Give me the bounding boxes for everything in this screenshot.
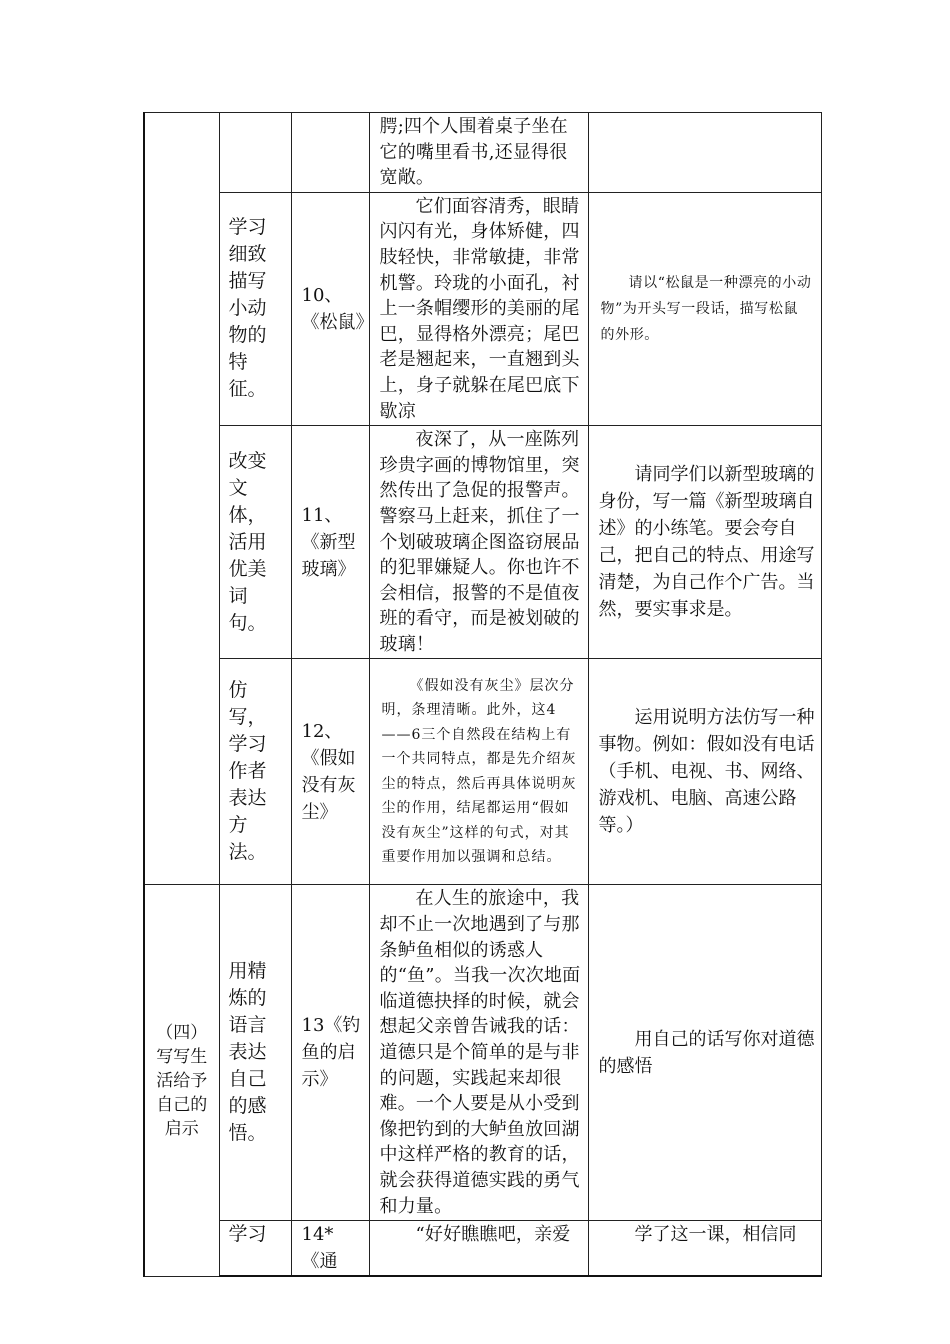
task-cell: 学了这一课，相信同: [588, 1221, 821, 1277]
task-cell: 请同学们以新型玻璃的身份，写一篇《新型玻璃自述》的小练笔。要会夸自己，把自己的特点、用途写清楚，为自己作个广告。当然，要实事求是。: [588, 426, 821, 659]
task-cell: 请以“松鼠是一种漂亮的小动物”为开头写一段话，描写松鼠的外形。: [588, 192, 821, 425]
excerpt-cell: 《假如没有灰尘》层次分明，条理清晰。此外，这4——6三个自然段在结构上有一个共同特点，都是先介绍灰尘的特点，然后再具体说明灰尘的作用，结尾都运用“假如没有灰尘”这样的句式，对其重要作用加以强调和总结。: [369, 659, 588, 885]
excerpt-cell: 在人生的旅途中，我却不止一次地遇到了与那条鲈鱼相似的诱惑人的“鱼”。当我一次次地面临道德抉择的时候，就会想起父亲曾告诫我的话：道德只是个简单的是与非的问题，实践起来却很难。一个人要是从小受到像把钓到的大鲈鱼放回湖中这样严格的教育的话，就会获得道德实践的勇气和力量。: [369, 885, 588, 1221]
lesson-cell: [291, 113, 369, 193]
lesson-cell: 14*《通: [291, 1221, 369, 1277]
lesson-cell: 12、《假如没有灰尘》: [291, 659, 369, 885]
excerpt-cell: “好好瞧瞧吧，亲爱: [369, 1221, 588, 1277]
lesson-cell: 10、《松鼠》: [291, 192, 369, 425]
excerpt-cell: 它们面容清秀，眼睛闪闪有光，身体矫健，四肢轻快，非常敏捷，非常机警。玲珑的小面孔，衬上一条帽缨形的美丽的尾巴，显得格外漂亮；尾巴老是翘起来，一直翘到头上，身子就躲在尾巴底下歇凉: [369, 192, 588, 425]
lesson-cell: 11、《新型玻璃》: [291, 426, 369, 659]
goal-cell: 改变文体，活用优美词句。: [219, 426, 291, 659]
task-cell: 用自己的话写你对道德的感悟: [588, 885, 821, 1221]
table-row: [144, 426, 821, 659]
excerpt-cell: 夜深了，从一座陈列珍贵字画的博物馆里，突然传出了急促的报警声。警察马上赶来，抓住了一个划破玻璃企图盗窃展品的犯罪嫌疑人。你也许不会相信，报警的不是值夜班的看守，而是被划破的玻璃！: [369, 426, 588, 659]
section-cell-empty: [144, 113, 219, 885]
table-row: [144, 659, 821, 885]
goal-cell: 学习: [219, 1221, 291, 1277]
lesson-cell: 13《钓鱼的启示》: [291, 885, 369, 1221]
goal-cell: 用精炼的语言表达自己的感悟。: [219, 885, 291, 1221]
goal-cell: 学习细致描写小动物的特征。: [219, 192, 291, 425]
goal-cell: [219, 113, 291, 193]
task-cell: 运用说明方法仿写一种事物。例如：假如没有电话（手机、电视、书、网络、游戏机、电脑、高速公路等。）: [588, 659, 821, 885]
table-row: [144, 1221, 821, 1277]
table-row: [144, 885, 821, 1221]
table-row: [144, 113, 821, 193]
section-cell: （四）写写生活给予自己的启示: [144, 885, 219, 1276]
table-row: [144, 192, 821, 425]
task-cell: [588, 113, 821, 193]
excerpt-cell: 腭;四个人围着桌子坐在它的嘴里看书,还显得很宽敞。: [369, 113, 588, 193]
lesson-table: [143, 112, 822, 1277]
goal-cell: 仿写，学习作者表达方法。: [219, 659, 291, 885]
